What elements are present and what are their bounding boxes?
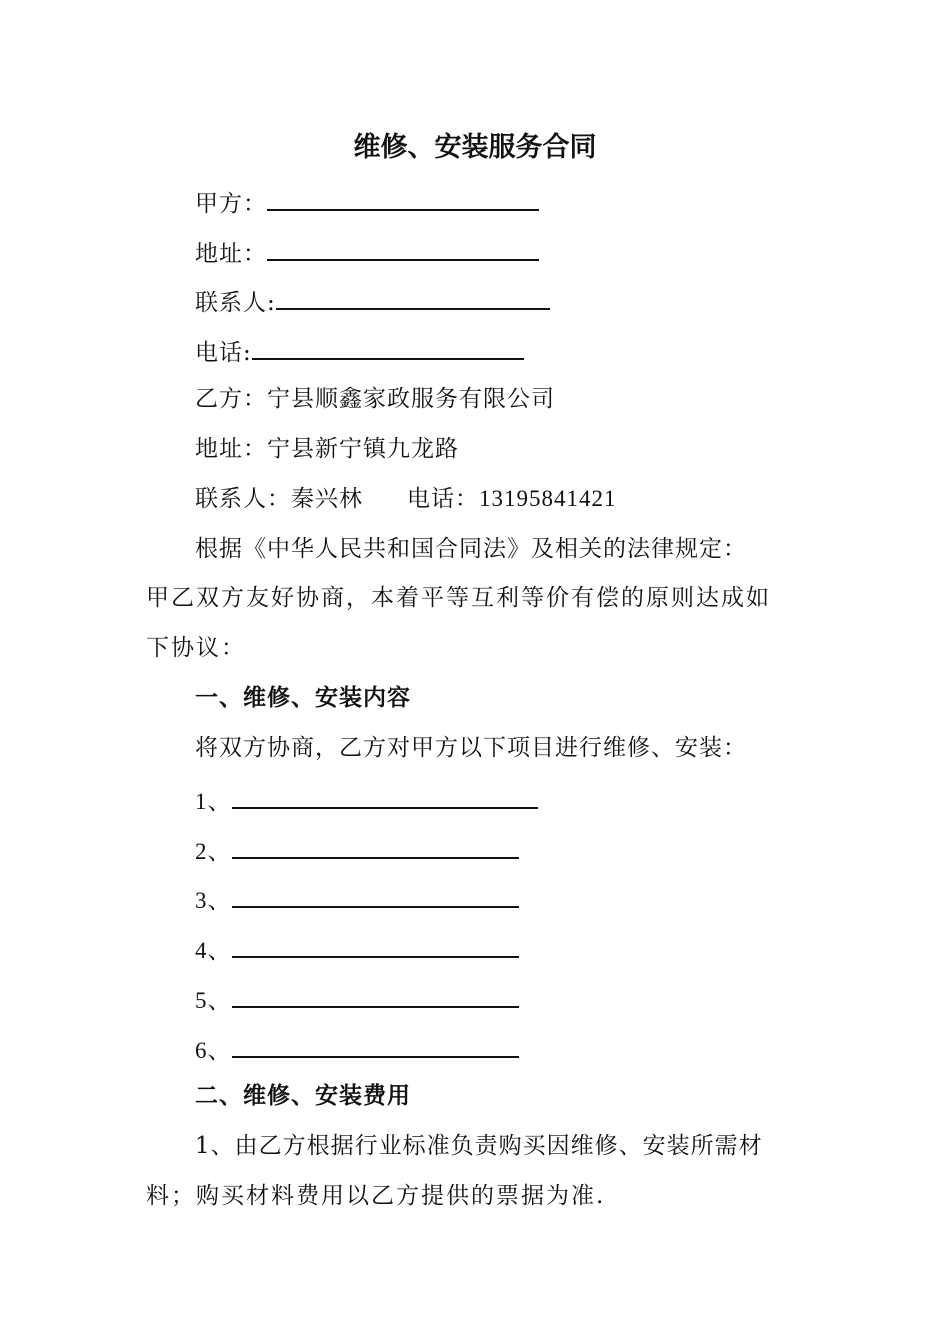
party-b-contact-row [195, 484, 617, 514]
item-blank [232, 833, 519, 859]
party-a-name-label: 甲方： [195, 191, 267, 217]
item-blank [232, 932, 519, 958]
party-a-contact-blank [276, 284, 550, 310]
party-b-phone: 13195841421 [479, 486, 617, 511]
section-2-heading: 二、维修、安装费用 [195, 1083, 411, 1109]
item-blank [232, 1032, 519, 1058]
party-a-phone-label: 电话: [195, 340, 252, 366]
intro-line-3: 下协议： [146, 635, 246, 661]
item-row [195, 783, 538, 817]
party-a-name-row [195, 185, 539, 219]
item-blank [232, 882, 519, 908]
intro-line-1: 根据《中华人民共和国合同法》及相关的法律规定： [195, 536, 747, 562]
party-b-contact: 联系人：秦兴林 [195, 486, 363, 512]
party-a-address-row [195, 235, 539, 269]
party-a-phone-blank [252, 334, 524, 360]
item-number: 4、 [195, 938, 232, 963]
party-a-address-label: 地址： [195, 241, 267, 267]
party-a-contact-label: 联系人: [195, 290, 276, 316]
party-a-name-blank [267, 185, 539, 211]
party-b-phone-label: 电话： [407, 486, 479, 512]
item-row [195, 982, 519, 1016]
party-b-name: 乙方：宁县顺鑫家政服务有限公司 [195, 386, 555, 412]
item-blank [232, 783, 538, 809]
section-1-text: 将双方协商，乙方对甲方以下项目进行维修、安装： [195, 735, 747, 761]
item-number: 1、 [195, 789, 232, 814]
party-a-contact-row [195, 284, 550, 318]
party-a-address-blank [267, 235, 539, 261]
section-2-line-2: 料；购买材料费用以乙方提供的票据为准. [146, 1183, 606, 1209]
party-b-address: 地址：宁县新宁镇九龙路 [195, 436, 459, 462]
section-2-line-1: 1、由乙方根据行业标准负责购买因维修、安装所需材 [195, 1133, 763, 1159]
item-row [195, 882, 519, 916]
item-number: 2、 [195, 839, 232, 864]
item-number: 3、 [195, 888, 232, 913]
item-row [195, 833, 519, 867]
item-number: 5、 [195, 988, 232, 1013]
section-1-heading: 一、维修、安装内容 [195, 685, 411, 711]
item-row [195, 1032, 519, 1066]
contract-title: 维修、安装服务合同 [353, 132, 597, 163]
item-row [195, 932, 519, 966]
item-blank [232, 982, 519, 1008]
intro-line-2: 甲乙双方友好协商，本着平等互利等价有偿的原则达成如 [146, 585, 771, 611]
item-number: 6、 [195, 1038, 232, 1063]
party-a-phone-row [195, 334, 524, 368]
